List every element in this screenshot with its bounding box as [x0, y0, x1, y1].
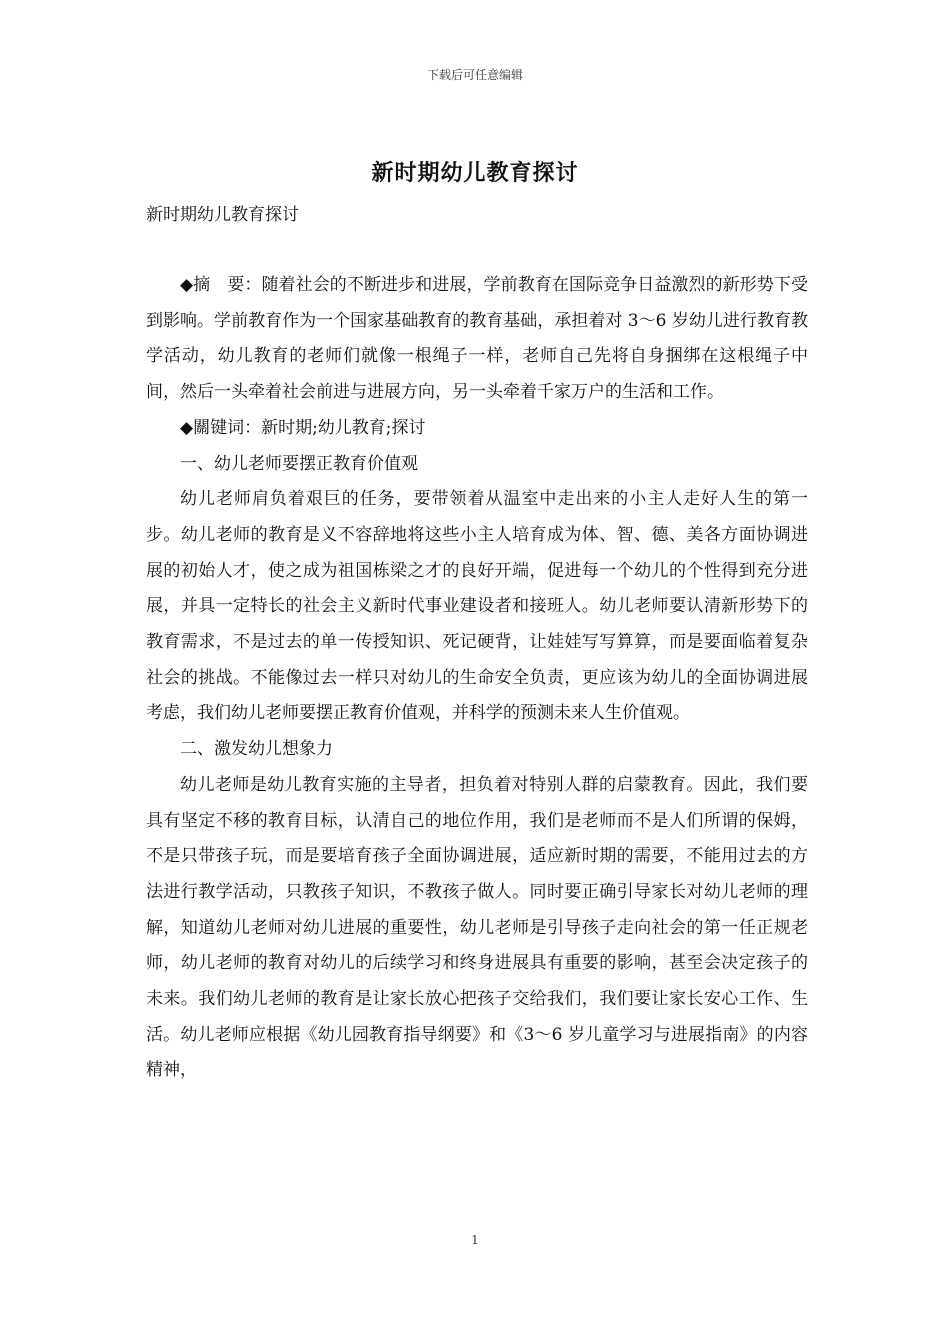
body-paragraph: 幼儿老师是幼儿教育实施的主导者，担负着对特别人群的启蒙教育。因此，我们要具有坚定不移的教育目标，认清自己的地位作用，我们是老师而不是人们所谓的保姆，不是只带孩子玩，而是要培育孩子全面协调进展，适应新时期的需要，不能用过去的方法进行教学活动，只教孩子知识，不教孩子做人。同时要正确引导家长对幼儿老师的理解，知道幼儿老师对幼儿进展的重要性，幼儿老师是引导孩子走向社会的第一任正规老师，幼儿老师的教育对幼儿的后续学习和终身进展具有重要的影响，甚至会决定孩子的未来。我们幼儿老师的教育是让家长放心把孩子交给我们，我们要让家长安心工作、生活。幼儿老师应根据《幼儿园教育指导纲要》和《3～6 岁儿童学习与进展指南》的内容精神， [146, 774, 808, 1081]
page-number: 1 [471, 1233, 479, 1247]
document-body [146, 268, 808, 1089]
keywords-paragraph: ◆關键词：新时期;幼儿教育;探讨 [180, 417, 426, 438]
section-heading-1: 一、幼儿老师要摆正教育价值观 [180, 453, 418, 474]
document-subtitle: 新时期幼儿教育探讨 [146, 205, 299, 225]
abstract-paragraph: ◆摘 要：随着社会的不断进步和进展，学前教育在国际竞争日益激烈的新形势下受到影响。学前教育作为一个国家基础教育的教育基础，承担着对 3～6 岁幼儿进行教育教学活动，幼儿教育的老师们就像一根绳子一样，老师自己先将自身捆绑在这根绳子中间，然后一头牵着社会前进与进展方向，另一头牵着千家万户的生活和工作。 [146, 275, 808, 403]
document-title: 新时期幼儿教育探讨 [371, 160, 579, 186]
body-paragraph: 幼儿老师肩负着艰巨的任务，要带领着从温室中走出来的小主人走好人生的第一步。幼儿老师的教育是义不容辞地将这些小主人培育成为体、智、德、美各方面协调进展的初始人才，使之成为祖国栋梁之才的良好开端，促进每一个幼儿的个性得到充分进展，并具一定特长的社会主义新时代事业建设者和接班人。幼儿老师要认清新形势下的教育需求，不是过去的单一传授知识、死记硬背，让娃娃写写算算，而是要面临着复杂社会的挑战。不能像过去一样只对幼儿的生命安全负责，更应该为幼儿的全面协调进展考虑，我们幼儿老师要摆正教育价值观，并科学的预测未来人生价值观。 [146, 489, 808, 724]
section-heading-2: 二、激发幼儿想象力 [180, 739, 333, 760]
page-header: 下载后可任意编辑 [426, 68, 523, 82]
